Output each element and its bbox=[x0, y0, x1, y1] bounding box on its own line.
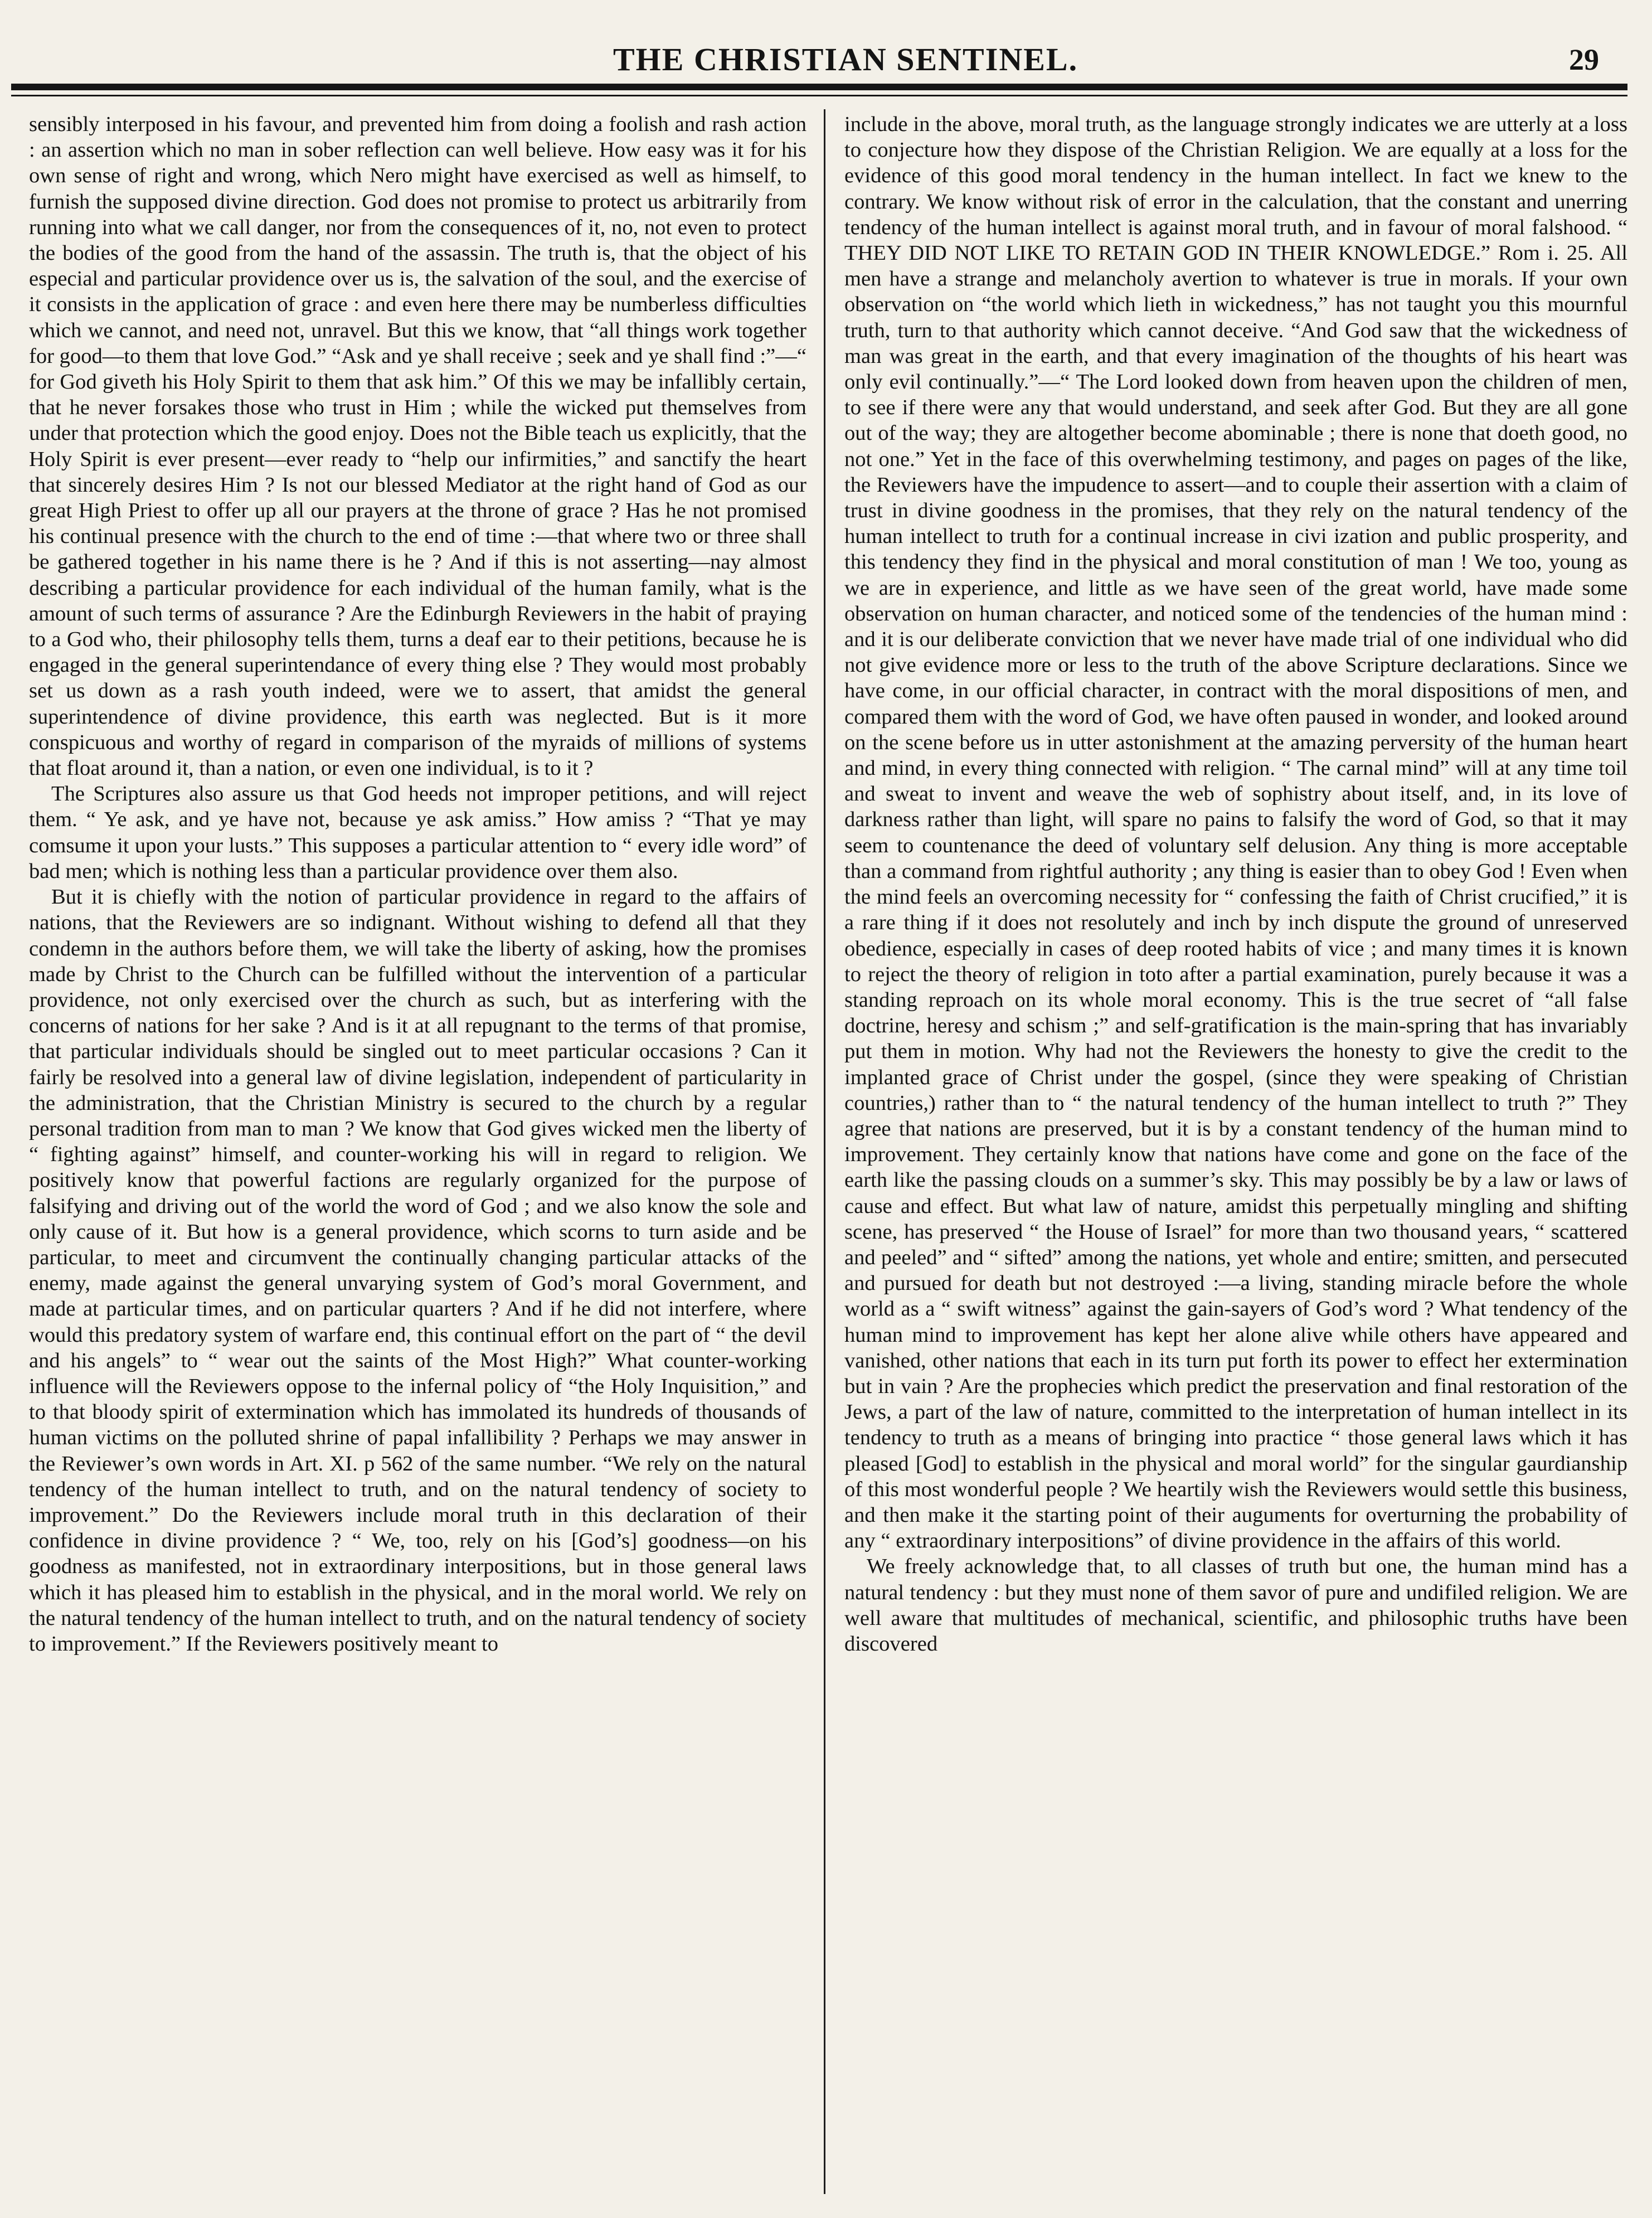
journal-title: THE CHRISTIAN SENTINEL. bbox=[613, 41, 1078, 77]
right-column bbox=[844, 111, 1627, 2196]
header-rule-thick bbox=[11, 84, 1627, 90]
page-header bbox=[0, 0, 1652, 98]
right-paragraph-1: include in the above, moral truth, as the language strongly indicates we are utterly at a loss to conjecture how they dispose of the Christian Religion. We are equally at a loss for the evidence of this good moral tendency in the human intellect. In fact we knew to the contrary. We know without risk of error in the calculation, that the constant and unerring tendency of the human intellect is against moral truth, and in favour of moral falshood. “ THEY DID NOT LIKE TO RETAIN GOD IN THEIR KNOWLEDGE.” Rom i. 25. All men have a strange and melancholy avertion to whatever is true in morals. If your own observation on “the world which lieth in wickedness,” has not taught you this mournful truth, turn to that authority which cannot deceive. “And God saw that the wickedness of man was great in the earth, and that every imagination of the thoughts of his heart was only evil continually.”—“ The Lord looked down from heaven upon the children of men, to see if there were any that would understand, and seek after God. But they are all gone out of the way; they are altogether become abominable ; there is none that doeth good, no not one.” Yet in the face of this overwhelming testimony, and pages on pages of the like, the Reviewers have the impudence to assert—and to couple their assertion with a claim of trust in divine goodness in the promises, that they rely on the natural tendency of the human intellect to truth for a continual increase in civi ization and public prosperity, and this tendency they find in the physical and moral constitution of man ! We too, young as we are in experience, and little as we have seen of the great world, have made some observation on human character, and noticed some of the tendencies of the human mind : and it is our deliberate conviction that we never have made trial of one individual who did not give evidence more or less to the truth of the above Scripture declarations. Since we have come, in our official character, in contract with the moral dispositions of men, and compared them with the word of God, we have often paused in wonder, and looked around on the scene before us in utter astonishment at the amazing perversity of the human heart and mind, in every thing connected with religion. “ The carnal mind” will at any time toil and sweat to invent and weave the web of sophistry about itself, and, in its love of darkness rather than light, will spare no pains to falsify the word of God, so that it may seem to countenance the deed of voluntary self delusion. Any thing is more acceptable than a command from rightful authority ; any thing is easier than to obey God ! Even when the mind feels an overcoming necessity for “ confessing the faith of Christ crucified,” it is a rare thing if it does not resolutely and inch by inch dispute the ground of unreserved obedience, especially in cases of deep rooted habits of vice ; and many times it is known to reject the theory of religion in toto after a partial examination, purely because it was a standing reproach on its whole moral economy. This is the true secret of “all false doctrine, heresy and schism ;” and self-gratification is the main-spring that has invariably put them in motion. Why had not the Reviewers the honesty to give the credit to the implanted grace of Christ under the gospel, (since they were speaking of Christian countries,) rather than to “ the natural tendency of the human intellect to truth ?” They agree that nations are preserved, but it is by a constant tendency of the human mind to improvement. They certainly know that nations have come and gone on the face of the earth like the passing clouds on a summer’s sky. This may possibly be by a law or laws of cause and effect. But what law of nature, amidst this perpetually mingling and shifting scene, has preserved “ the House of Israel” for more than two thousand years, “ scattered and peeled” and “ sifted” among the nations, yet whole and entire; smitten, and persecuted and pursued for death but not destroyed :—a living, standing miracle before the whole world as a “ swift witness” against the gain-sayers of God’s word ? What tendency of the human mind to improvement has kept her alone alive while others have appeared and vanished, other nations that each in its turn put forth its power to effect her extermination but in vain ? Are the prophecies which predict the preservation and final restoration of the Jews, a part of the law of nature, committed to the interpretation of human intellect in its tendency to truth as a means of bringing into practice “ those general laws which it has pleased [God] to establish in the physical and moral world” for the singular gaurdianship of this most wonderful people ? We heartily wish the Reviewers would settle this business, and then make it the starting point of their auguments for overturning the probability of any “ extraordinary interpositions” of divine providence in the affairs of this world. bbox=[844, 113, 1627, 1553]
left-paragraph-3: But it is chiefly with the notion of particular providence in regard to the affairs of nations, that the Reviewers are so indignant. Without wishing to defend all that they condemn in the authors before them, we will take the liberty of asking, how the promises made by Christ to the Church can be fulfilled without the intervention of a particular providence, not only exercised over the church as such, but as interfering with the concerns of nations for her sake ? And is it at all repugnant to the terms of that promise, that particular individuals should be singled out to meet particular occasions ? Can it fairly be resolved into a general law of divine legislation, independent of particularity in the administration, that the Christian Ministry is secured to the church by a regular personal tradition from man to man ? We know that God gives wicked men the liberty of “ fighting against” himself, and counter-working his will in regard to religion. We positively know that powerful factions are regularly organized for the purpose of falsifying and driving out of the world the word of God ; and we also know the sole and only cause of it. But how is a general providence, which scorns to turn aside and be particular, to meet and circumvent the continually changing particular attacks of the enemy, made against the general unvarying system of God’s moral Government, and made at particular times, and on particular quarters ? And if he did not interfere, where would this predatory system of warfare end, this continual effort on the part of “ the devil and his angels” to “ wear out the saints of the Most High?” What counter-working influence will the Reviewers oppose to the infernal policy of “the Holy Inquisition,” and to that bloody spirit of extermination which has immolated its hundreds of thousands of human victims on the polluted shrine of papal infallibility ? Perhaps we may answer in the Reviewer’s own words in Art. XI. p 562 of the same number. “We rely on the natural tendency of the human intellect to truth, and on the natural tendency of society to improvement.” Do the Reviewers include moral truth in this declaration of their confidence in divine providence ? “ We, too, rely on his [God’s] goodness—on his goodness as manifested, not in extraordinary interpositions, but in those general laws which it has pleased him to establish in the physical, and in the moral world. We rely on the natural tendency of the human intellect to truth, and on the natural tendency of society to improvement.” If the Reviewers positively meant to bbox=[29, 885, 806, 1656]
right-paragraph-2: We freely acknowledge that, to all classes of truth but one, the human mind has a natural tendency : but they must none of them savor of pure and undifiled religion. We are well aware that multitudes of mechanical, scientific, and philosophic truths have been discovered bbox=[844, 1555, 1627, 1656]
column-divider bbox=[824, 109, 825, 2194]
page-number: 29 bbox=[1569, 43, 1599, 76]
header-rule-thin bbox=[11, 95, 1627, 96]
left-column bbox=[29, 111, 806, 2196]
left-paragraph-1: sensibly interposed in his favour, and prevented him from doing a foolish and rash action : an assertion which no man in sober reflection can well believe. How easy was it for his own sense of right and wrong, which Nero might have exercised as well as himself, to furnish the supposed divine direction. God does not promise to protect us arbitrarily from running into what we call danger, nor from the consequences of it, no, not even to protect the bodies of the good from the hand of the assassin. The truth is, that the object of his especial and particular providence over us is, the salvation of the soul, and the exercise of it consists in the application of grace : and even here there may be numberless difficulties which we cannot, and need not, unravel. But this we know, that “all things work together for good—to them that love God.” “Ask and ye shall receive ; seek and ye shall find :”—“ for God giveth his Holy Spirit to them that ask him.” Of this we may be infallibly certain, that he never forsakes those who trust in Him ; while the wicked put themselves from under that protection which the good enjoy. Does not the Bible teach us explicitly, that the Holy Spirit is ever present—ever ready to “help our infirmities,” and sanctify the heart that sincerely desires Him ? Is not our blessed Mediator at the right hand of God as our great High Priest to offer up all our prayers at the throne of grace ? Has he not promised his continual presence with the church to the end of time :—that where two or three shall be gathered together in his name there is he ? And if this is not asserting—nay almost describing a particular providence for each individual of the human family, what is the amount of such terms of assurance ? Are the Edinburgh Reviewers in the habit of praying to a God who, their philosophy tells them, turns a deaf ear to their petitions, because he is engaged in the general superintendance of every thing else ? They would most probably set us down as a rash youth indeed, were we to assert, that amidst the general superintendence of divine providence, this earth was neglected. But is it more conspicuous and worthy of regard in comparison of the myraids of millions of systems that float around it, than a nation, or even one individual, is to it ? bbox=[29, 113, 806, 780]
left-paragraph-2: The Scriptures also assure us that God heeds not improper petitions, and will reject them. “ Ye ask, and ye have not, because ye ask amiss.” How amiss ? “That ye may comsume it upon your lusts.” This supposes a particular attention to “ every idle word” of bad men; which is nothing less than a particular providence over them also. bbox=[29, 782, 806, 883]
